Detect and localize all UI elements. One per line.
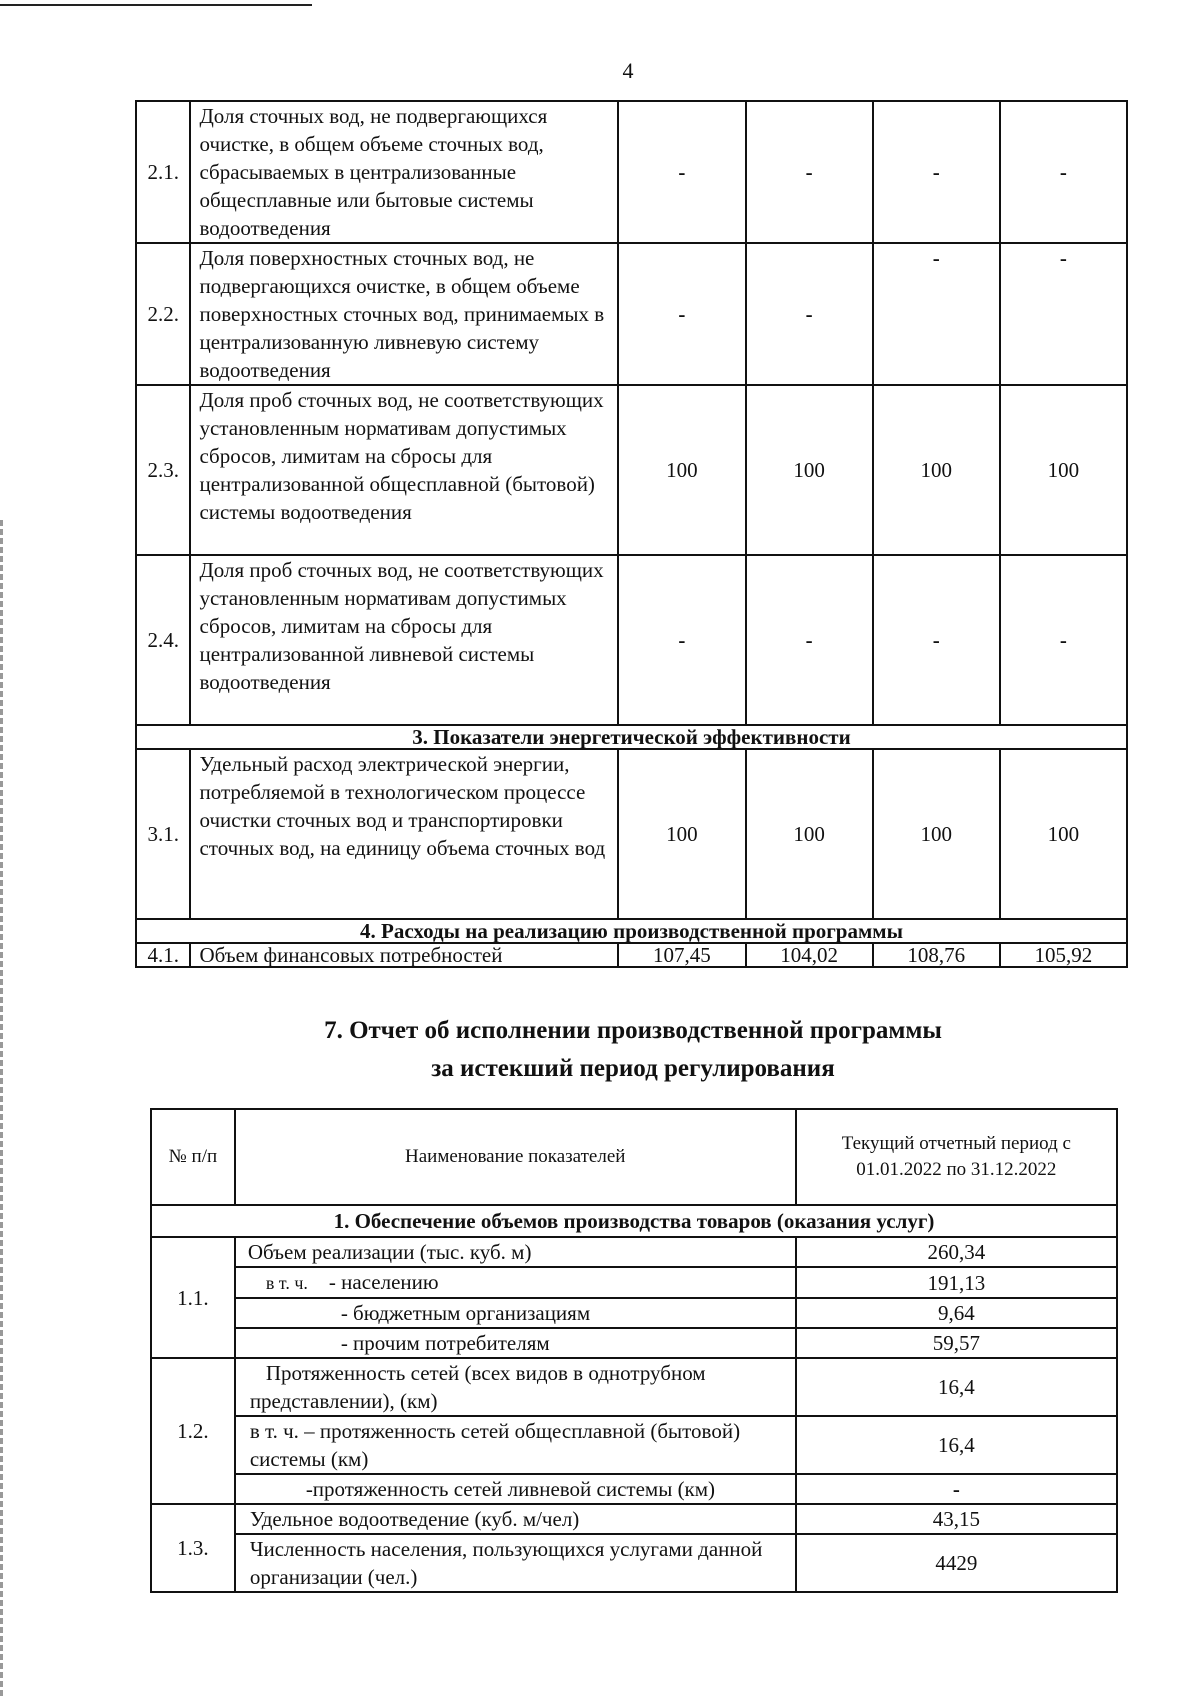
indicator-name: Численность населения, пользующихся услугами данной организации (чел.): [235, 1534, 796, 1592]
row-number: 1.3.: [151, 1504, 235, 1592]
indicator-name: Протяженность сетей (всех видов в однотрубном представлении), (км): [235, 1358, 796, 1416]
table-row: [151, 1534, 1117, 1592]
indicator-prefix: в т. ч.: [265, 1273, 308, 1293]
indicator-name: - прочим потребителям: [235, 1328, 796, 1358]
row-number: 2.1.: [136, 101, 190, 243]
indicator-value: 100: [873, 749, 1000, 919]
section-header-row: [136, 919, 1127, 943]
indicator-name: Объем финансовых потребностей: [190, 943, 618, 967]
indicator-name: Доля сточных вод, не подвергающихся очистке, в общем объеме сточных вод, сбрасываемых в централизованные общесплавные или бытовые системы водоотведения: [190, 101, 618, 243]
indicator-value: 100: [746, 749, 873, 919]
indicator-name: Удельный расход электрической энергии, потребляемой в технологическом процессе очистки сточных вод и транспортировки сточных вод, на единицу объема сточных вод: [190, 749, 618, 919]
indicator-name: Объем реализации (тыс. куб. м): [235, 1237, 796, 1267]
table-row: [151, 1267, 1117, 1298]
indicator-name: Доля проб сточных вод, не соответствующих установленным нормативам допустимых сбросов, лимитам на сбросы для централизованной общесплавной (бытовой) системы водоотведения: [190, 385, 618, 555]
indicator-value: -: [1000, 555, 1127, 725]
header-number: № п/п: [151, 1109, 235, 1205]
page-number: 4: [622, 58, 634, 83]
indicator-value: 107,45: [618, 943, 745, 967]
row-number: 2.4.: [136, 555, 190, 725]
indicator-value: -: [618, 101, 745, 243]
report-title-line: за истекший период регулирования: [431, 1055, 835, 1082]
indicator-value: 43,15: [796, 1504, 1117, 1534]
indicator-value: 100: [1000, 749, 1127, 919]
indicator-value: 4429: [796, 1534, 1117, 1592]
indicator-value: 100: [1000, 385, 1127, 555]
report-title-line: 7. Отчет об исполнении производственной программы: [324, 1017, 942, 1044]
table-row: [136, 555, 1127, 725]
table-row: [151, 1328, 1117, 1358]
report-title: [0, 1012, 1200, 1088]
indicator-value: -: [873, 555, 1000, 725]
header-period: Текущий отчетный период с 01.01.2022 по 31.12.2022: [796, 1109, 1117, 1205]
row-number: 2.2.: [136, 243, 190, 385]
indicator-name: Доля поверхностных сточных вод, не подвергающихся очистке, в общем объеме поверхностных сточных вод, принимаемых в централизованную ливневую систему водоотведения: [190, 243, 618, 385]
row-number: 3.1.: [136, 749, 190, 919]
indicator-value: -: [618, 555, 745, 725]
table-row: [151, 1298, 1117, 1328]
indicator-name: [235, 1267, 796, 1298]
indicator-value: -: [746, 243, 873, 385]
row-number: 1.2.: [151, 1358, 235, 1504]
table-row: [151, 1504, 1117, 1534]
indicator-value: 108,76: [873, 943, 1000, 967]
indicator-value: 100: [618, 385, 745, 555]
indicator-name: - бюджетным организациям: [235, 1298, 796, 1328]
header-name: Наименование показателей: [235, 1109, 796, 1205]
indicators-table: [135, 100, 1128, 968]
scan-artifact-top-line: [0, 4, 312, 6]
row-number: 2.3.: [136, 385, 190, 555]
table-row: [151, 1237, 1117, 1267]
table-row: [136, 943, 1127, 967]
table-row: [151, 1416, 1117, 1474]
indicator-value: -: [1000, 243, 1127, 385]
indicator-value: 100: [618, 749, 745, 919]
indicator-value: -: [796, 1474, 1117, 1504]
indicator-value: 191,13: [796, 1267, 1117, 1298]
indicator-value: -: [618, 243, 745, 385]
indicator-value: 105,92: [1000, 943, 1127, 967]
section-header-row: [136, 725, 1127, 749]
indicator-name: в т. ч. – протяженность сетей общесплавной (бытовой) системы (км): [235, 1416, 796, 1474]
indicator-value: 104,02: [746, 943, 873, 967]
table-row: [136, 385, 1127, 555]
table-row: [136, 243, 1127, 385]
indicator-value: 16,4: [796, 1358, 1117, 1416]
indicator-value: -: [873, 243, 1000, 385]
indicator-name-text: - населению: [328, 1270, 439, 1294]
indicator-value: 100: [873, 385, 1000, 555]
indicator-value: 100: [746, 385, 873, 555]
indicator-value: 59,57: [796, 1328, 1117, 1358]
report-table: [150, 1108, 1118, 1593]
row-number: 4.1.: [136, 943, 190, 967]
indicator-value: -: [746, 555, 873, 725]
scan-artifact-left-edge: [0, 520, 3, 1698]
section-title: 3. Показатели энергетической эффективности: [136, 725, 1127, 749]
indicator-value: -: [873, 101, 1000, 243]
indicator-value: -: [1000, 101, 1127, 243]
indicator-name: -протяженность сетей ливневой системы (км): [235, 1474, 796, 1504]
indicator-name: Удельное водоотведение (куб. м/чел): [235, 1504, 796, 1534]
table-row: [151, 1358, 1117, 1416]
table-row: [151, 1474, 1117, 1504]
section-title: 4. Расходы на реализацию производственной программы: [136, 919, 1127, 943]
section-title: 1. Обеспечение объемов производства товаров (оказания услуг): [151, 1205, 1117, 1237]
table-header-row: [151, 1109, 1117, 1205]
table-row: [136, 749, 1127, 919]
indicator-name: Доля проб сточных вод, не соответствующих установленным нормативам допустимых сбросов, лимитам на сбросы для централизованной ливневой системы водоотведения: [190, 555, 618, 725]
section-header-row: [151, 1205, 1117, 1237]
indicator-value: 260,34: [796, 1237, 1117, 1267]
indicator-value: 16,4: [796, 1416, 1117, 1474]
indicator-value: 9,64: [796, 1298, 1117, 1328]
row-number: 1.1.: [151, 1237, 235, 1358]
table-row: [136, 101, 1127, 243]
indicator-value: -: [746, 101, 873, 243]
